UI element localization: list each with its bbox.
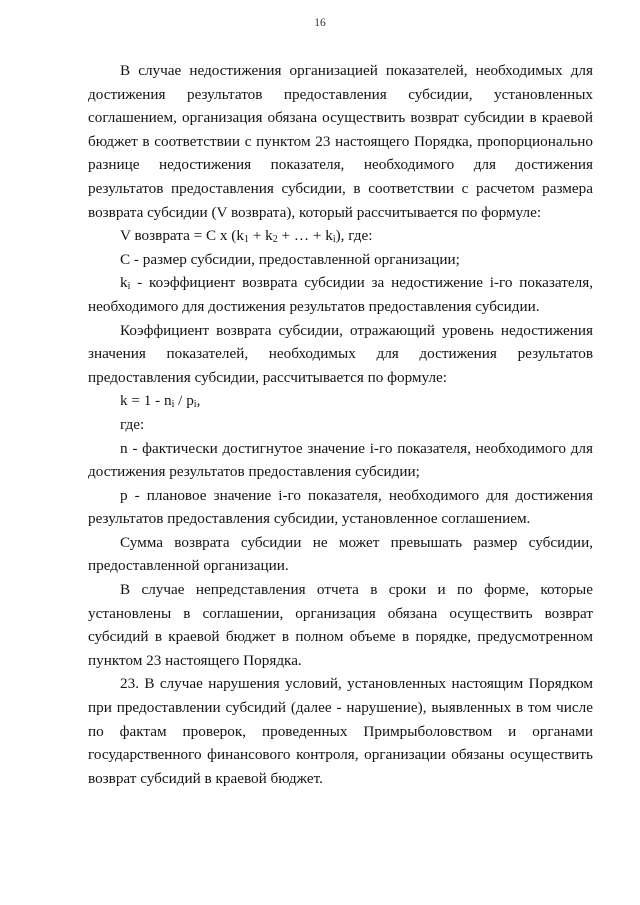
where-label: где: bbox=[120, 415, 145, 433]
formula-text: V возврата = C x (k bbox=[120, 227, 244, 245]
formula-text: / p bbox=[174, 392, 194, 410]
document-body bbox=[88, 59, 593, 790]
formula-text: , bbox=[196, 392, 201, 410]
page-number: 16 bbox=[314, 17, 326, 29]
formula-coefficient bbox=[88, 389, 593, 413]
paragraph-section-23: 23. В случае нарушения условий, установленных настоящим Порядком при предоставлении субсидий (далее - нарушение), выявленных в том числе по фактам проверок, проведенных Примрыболовством и органами государственного финансового контроля, организации обязаны осуществить возврат субсидий в краевой бюджет. bbox=[88, 675, 593, 787]
formula-text: k = 1 - n bbox=[120, 392, 172, 410]
definition-c: C - размер субсидии, предоставленной организации; bbox=[120, 250, 460, 268]
formula-text: + … + k bbox=[277, 227, 333, 245]
formula-refund-amount bbox=[88, 224, 593, 248]
paragraph-refund-conditions: В случае недостижения организацией показателей, необходимых для достижения результатов предоставления субсидии, установленных соглашением, организация обязана осуществить возврат субсидии в краевой бюджет в соответствии с пунктом 23 настоящего Порядка, пропорционально разнице недостижения показателя, необходимого для достижения результатов предоставления субсидии, в соответствии с расчетом размера возврата субсидии (V возврата), который рассчитывается по формуле: bbox=[88, 62, 593, 221]
formula-text: k bbox=[120, 274, 128, 292]
subscript: i bbox=[171, 399, 175, 411]
subscript: i bbox=[127, 281, 131, 293]
definition-p: p - плановое значение i-го показателя, необходимого для достижения результатов предоставления субсидии, установленное соглашением. bbox=[88, 486, 593, 528]
subscript: 1 bbox=[243, 234, 249, 246]
paragraph-coefficient: Коэффициент возврата субсидии, отражающий уровень недостижения значения показателей, необходимых для достижения результатов предоставления субсидии, рассчитывается по формуле: bbox=[88, 321, 593, 386]
definition-n: n - фактически достигнутое значение i-го показателя, необходимого для достижения результатов предоставления субсидии; bbox=[88, 439, 593, 481]
definition-text: - коэффициент возврата субсидии за недостижение i-го показателя, необходимого для достижения результатов предоставления субсидии. bbox=[88, 274, 593, 315]
formula-text: ), где: bbox=[335, 227, 373, 245]
subscript: i bbox=[332, 234, 336, 246]
formula-text: + k bbox=[248, 227, 273, 245]
paragraph-report-failure: В случае непредставления отчета в сроки и по форме, которые установлены в соглашении, организация обязана осуществить возврат субсидий в краевой бюджет в полном объеме в порядке, предусмотренном пунктом 23 настоящего Порядка. bbox=[88, 581, 593, 669]
subscript: 2 bbox=[272, 234, 278, 246]
paragraph-refund-limit: Сумма возврата субсидии не может превышать размер субсидии, предоставленной организации. bbox=[88, 533, 593, 575]
subscript: i bbox=[193, 399, 197, 411]
definition-ki bbox=[88, 271, 593, 318]
